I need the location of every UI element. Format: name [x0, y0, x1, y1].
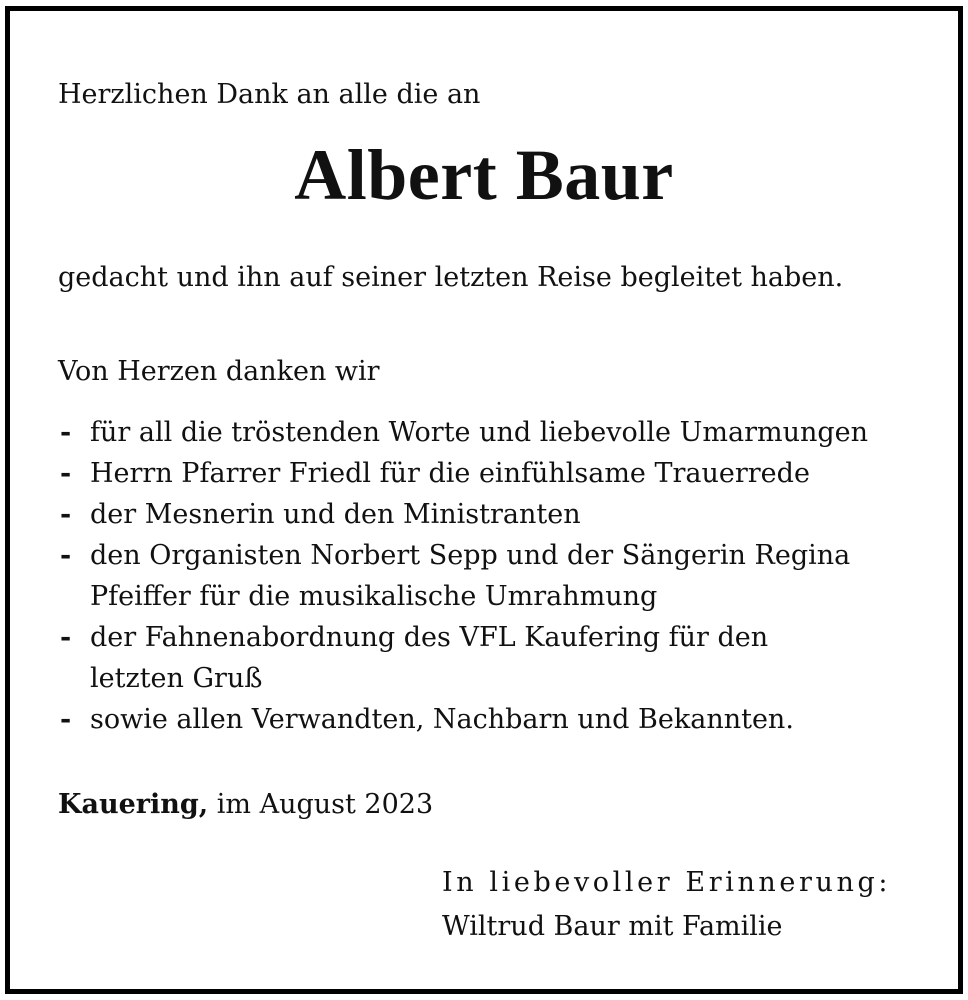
list-item — [58, 412, 868, 453]
dash-bullet: - — [60, 622, 72, 653]
deceased-name: Albert Baur — [294, 135, 674, 215]
list-item — [58, 617, 868, 699]
dash-bullet: - — [60, 704, 72, 735]
list-item-text: sowie allen Verwandten, Nachbarn und Bekannten. — [90, 704, 794, 735]
list-item-text: der Fahnenabordnung des VFL Kaufering für den — [90, 622, 769, 653]
dash-bullet: - — [60, 458, 72, 489]
date-text: im August 2023 — [208, 789, 434, 820]
list-item — [58, 453, 868, 494]
place-name: Kauering, — [58, 789, 209, 820]
dash-bullet: - — [60, 499, 72, 530]
after-name-text: gedacht und ihn auf seiner letzten Reise begleitet haben. — [58, 262, 844, 293]
intro-text: Herzlichen Dank an alle die an — [58, 79, 481, 110]
list-item-text-continued: Pfeiffer für die musikalische Umrahmung — [90, 581, 658, 612]
list-item — [58, 494, 868, 535]
dash-bullet: - — [60, 540, 72, 571]
thanks-intro: Von Herzen danken wir — [58, 356, 380, 387]
list-item-text: für all die tröstenden Worte und liebevolle Umarmungen — [90, 417, 869, 448]
list-item-text: Herrn Pfarrer Friedl für die einfühlsame Trauerrede — [90, 458, 810, 489]
place-date-line — [58, 791, 433, 818]
closing-text: In liebevoller Erinnerung: — [442, 867, 892, 898]
signature-text: Wiltrud Baur mit Familie — [442, 911, 783, 942]
thanks-list — [58, 412, 868, 740]
list-item-text-continued: letzten Gruß — [90, 663, 263, 694]
notice-frame — [5, 6, 963, 994]
list-item — [58, 535, 868, 617]
list-item-text: den Organisten Norbert Sepp und der Sängerin Regina — [90, 540, 851, 571]
dash-bullet: - — [60, 417, 72, 448]
list-item-text: der Mesnerin und den Ministranten — [90, 499, 581, 530]
list-item — [58, 699, 868, 740]
